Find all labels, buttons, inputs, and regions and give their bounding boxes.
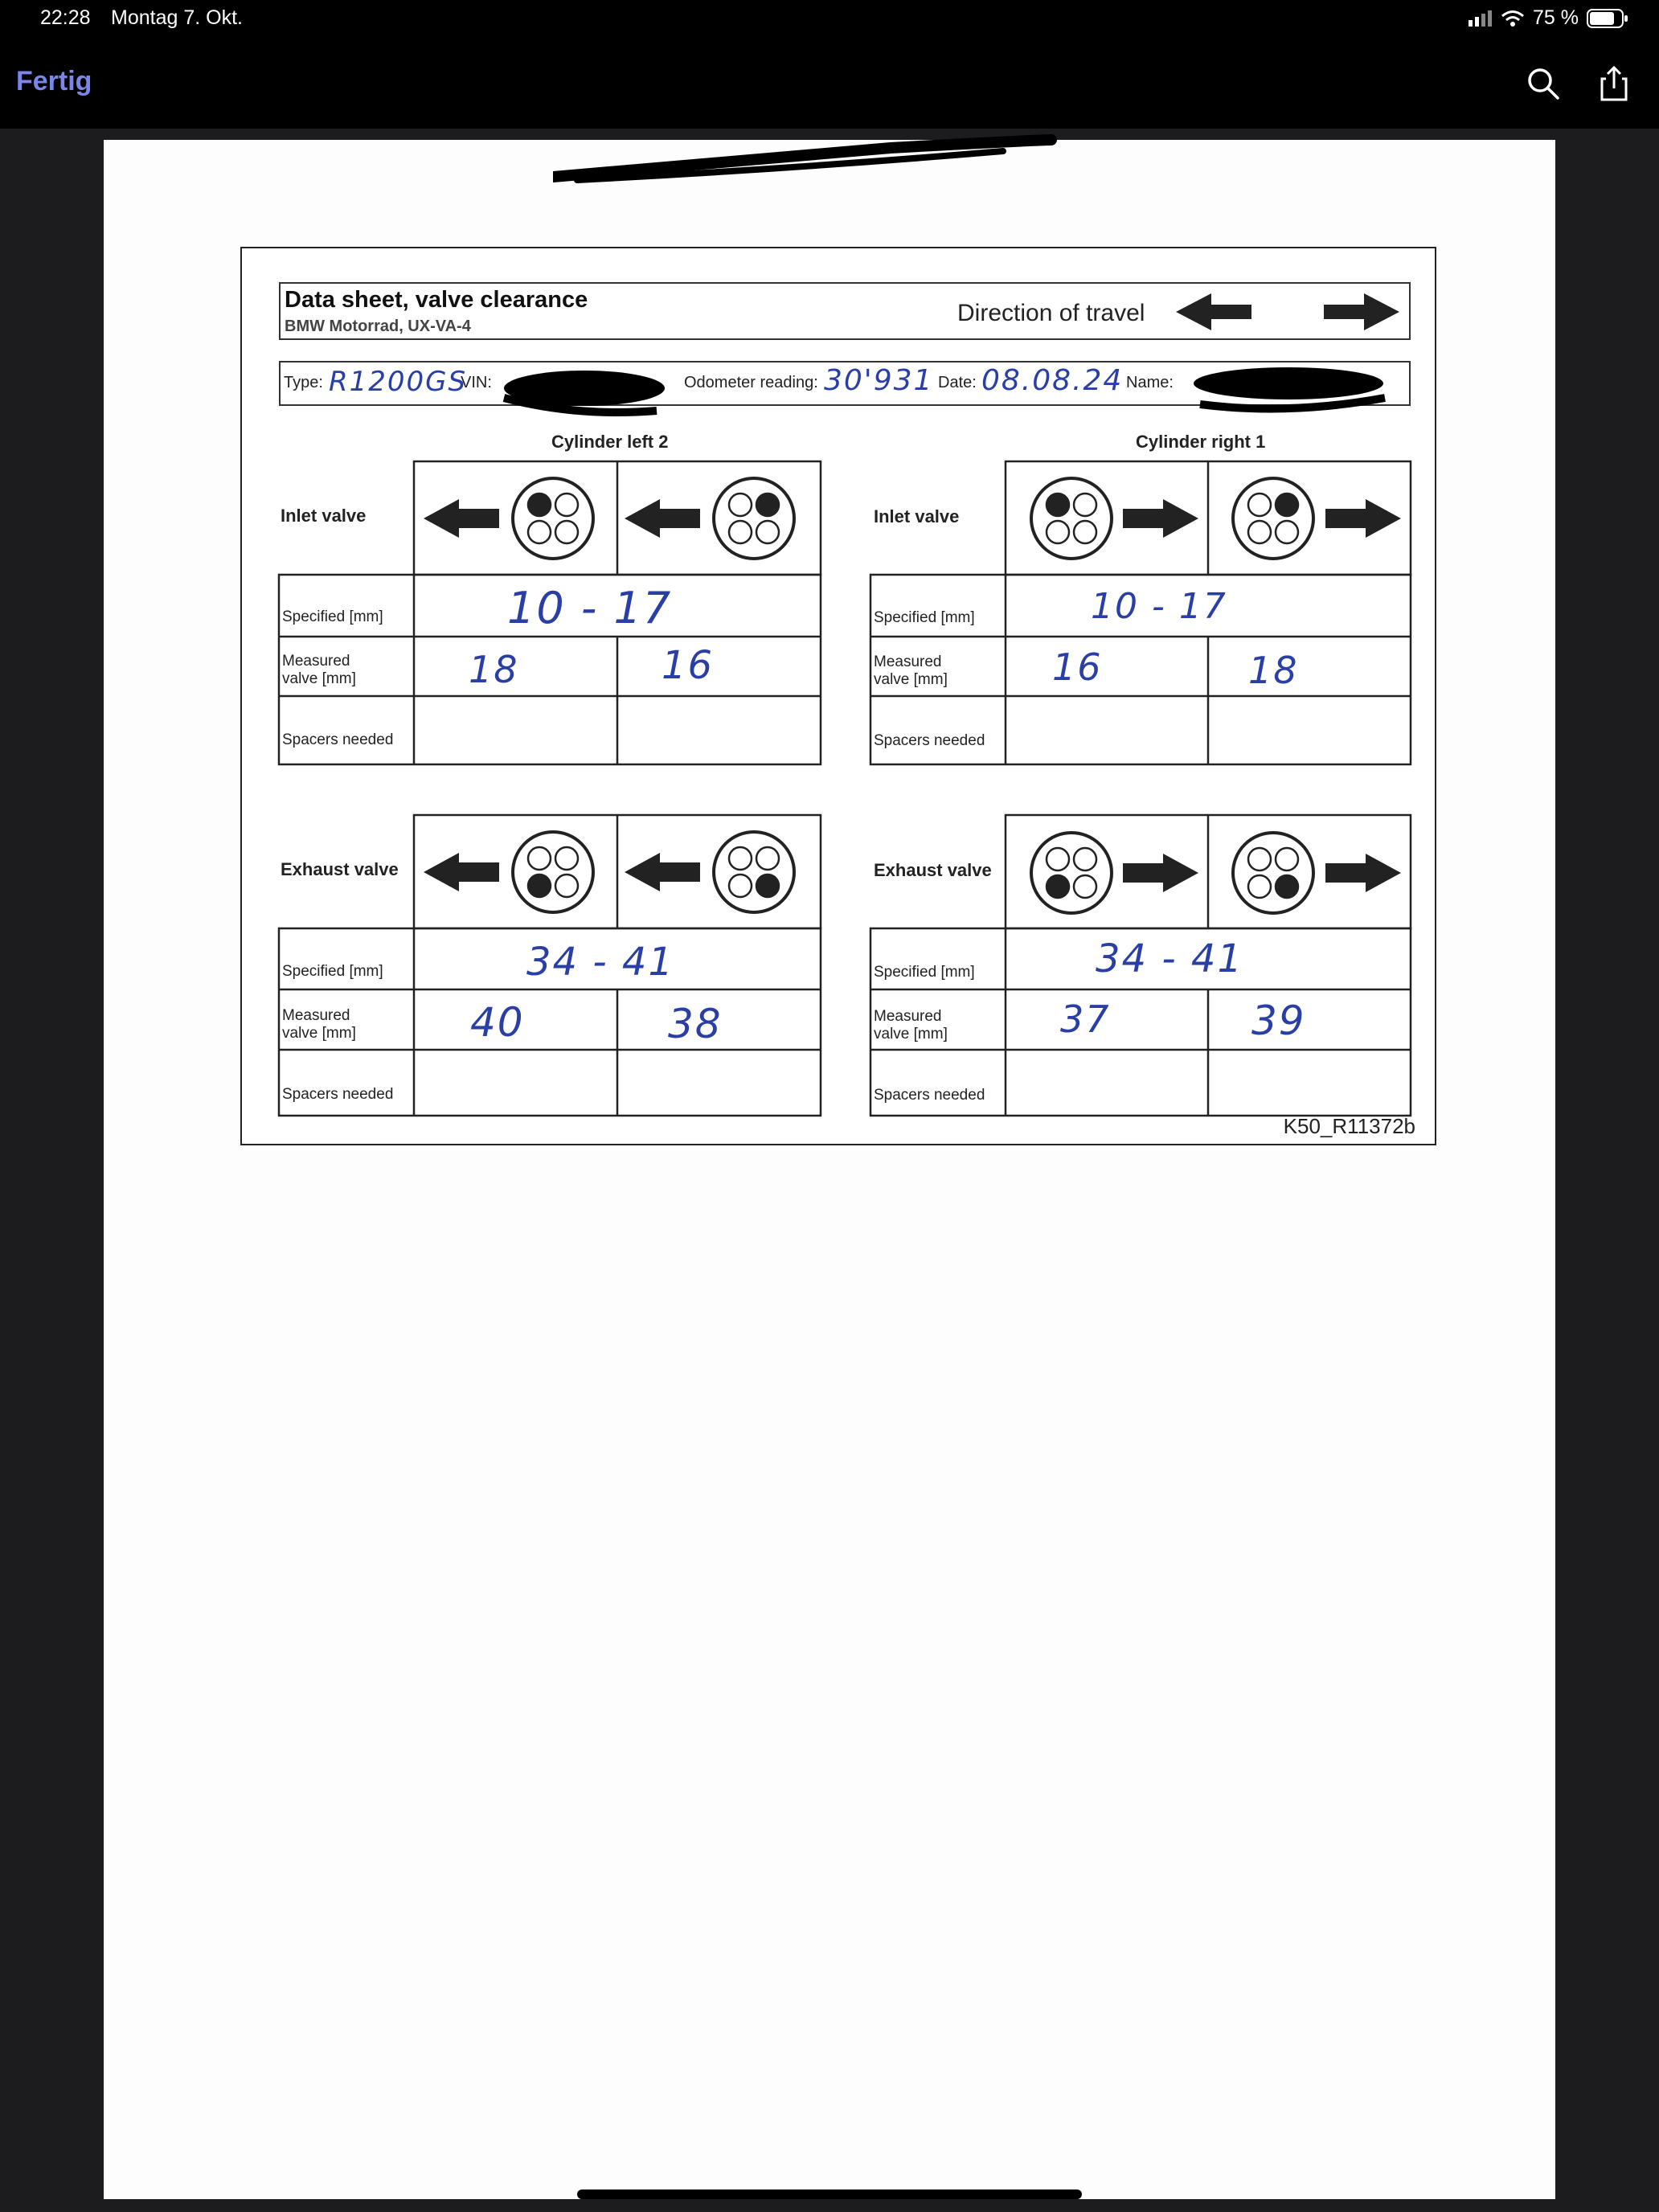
arrow-left-icon — [424, 853, 499, 891]
exhaust-valve-label: Exhaust valve — [874, 860, 992, 880]
valve-position-icon — [1031, 833, 1112, 913]
arrow-right-icon — [1123, 499, 1198, 538]
measured-label-unit: valve [mm] — [874, 671, 948, 688]
cylinder-right-title: Cylinder right 1 — [1136, 432, 1266, 452]
right-inlet-measured-2: 18 — [1248, 649, 1299, 692]
status-date: Montag 7. Okt. — [111, 6, 243, 29]
name-label: Name: — [1126, 374, 1174, 391]
arrow-right-icon — [1325, 499, 1401, 538]
inlet-valve-label: Inlet valve — [874, 506, 960, 526]
valve-position-icon — [1031, 478, 1112, 559]
arrow-left-icon — [625, 499, 700, 538]
wifi-icon — [1501, 10, 1525, 27]
arrow-right-icon — [1325, 854, 1401, 892]
valve-position-icon — [513, 832, 593, 912]
odometer-label: Odometer reading: — [684, 374, 818, 391]
odometer-value: 30'931 — [824, 364, 934, 397]
search-icon[interactable] — [1524, 64, 1563, 103]
date-value: 08.08.24 — [981, 364, 1124, 397]
right-exhaust-specified-value: 34 - 41 — [1096, 936, 1243, 981]
battery-icon — [1587, 8, 1628, 29]
left-inlet-specified-value: 10 - 17 — [507, 583, 673, 633]
measured-label-unit: valve [mm] — [282, 1025, 356, 1042]
valve-position-icon — [714, 832, 794, 912]
cylinder-left-title: Cylinder left 2 — [551, 432, 669, 452]
type-value: R1200GS — [329, 366, 468, 398]
status-time: 22:28 — [40, 6, 91, 29]
nav-bar — [0, 39, 1659, 129]
measured-label-unit: valve [mm] — [282, 670, 356, 687]
home-indicator[interactable] — [577, 2189, 1082, 2199]
valve-position-icon — [714, 478, 794, 559]
vin-label: VIN: — [461, 374, 492, 391]
right-inlet-specified-value: 10 - 17 — [1091, 586, 1227, 627]
spacers-label: Spacers needed — [282, 731, 394, 748]
status-indicators — [1469, 6, 1628, 30]
sheet-subtitle: BMW Motorrad, UX-VA-4 — [285, 317, 471, 335]
right-exhaust-measured-1: 37 — [1060, 997, 1111, 1041]
type-label: Type: — [284, 374, 323, 391]
measured-label: Measured — [874, 653, 942, 670]
document-code: K50_R11372b — [1283, 1114, 1415, 1138]
specified-label: Specified [mm] — [874, 964, 975, 981]
valve-clearance-sheet — [240, 247, 1436, 1145]
sheet-title: Data sheet, valve clearance — [285, 287, 588, 313]
right-exhaust-measured-2: 39 — [1251, 997, 1306, 1044]
spacers-label: Spacers needed — [282, 1086, 394, 1103]
direction-label: Direction of travel — [957, 300, 1145, 326]
inlet-valve-label: Inlet valve — [281, 506, 367, 526]
cellular-signal-icon — [1469, 10, 1493, 27]
valve-position-icon — [1233, 833, 1313, 913]
measured-label: Measured — [874, 1008, 942, 1025]
specified-label: Specified [mm] — [282, 963, 383, 980]
share-icon[interactable] — [1595, 64, 1633, 103]
spacers-label: Spacers needed — [874, 732, 985, 749]
specified-label: Specified [mm] — [282, 608, 383, 625]
battery-percent: 75 % — [1533, 6, 1579, 29]
measured-label: Measured — [282, 653, 350, 670]
left-exhaust-measured-1: 40 — [470, 999, 525, 1046]
measured-label: Measured — [282, 1007, 350, 1024]
arrow-left-icon — [424, 499, 499, 538]
exhaust-valve-label: Exhaust valve — [281, 859, 399, 879]
status-bar — [0, 0, 1659, 39]
measured-label-unit: valve [mm] — [874, 1026, 948, 1043]
valve-position-icon — [1233, 478, 1313, 559]
arrow-left-icon — [625, 853, 700, 891]
left-exhaust-measured-2: 38 — [668, 1001, 723, 1047]
left-inlet-measured-1: 18 — [469, 648, 519, 691]
redaction-scribble — [553, 130, 1067, 186]
done-button[interactable]: Fertig — [16, 66, 92, 96]
arrow-right-icon — [1123, 854, 1198, 892]
left-exhaust-specified-value: 34 - 41 — [526, 940, 674, 985]
spacers-label: Spacers needed — [874, 1087, 985, 1104]
date-label: Date: — [938, 374, 977, 391]
valve-position-icon — [513, 478, 593, 559]
left-inlet-measured-2: 16 — [662, 643, 715, 688]
right-inlet-measured-1: 16 — [1052, 645, 1103, 689]
specified-label: Specified [mm] — [874, 609, 975, 626]
